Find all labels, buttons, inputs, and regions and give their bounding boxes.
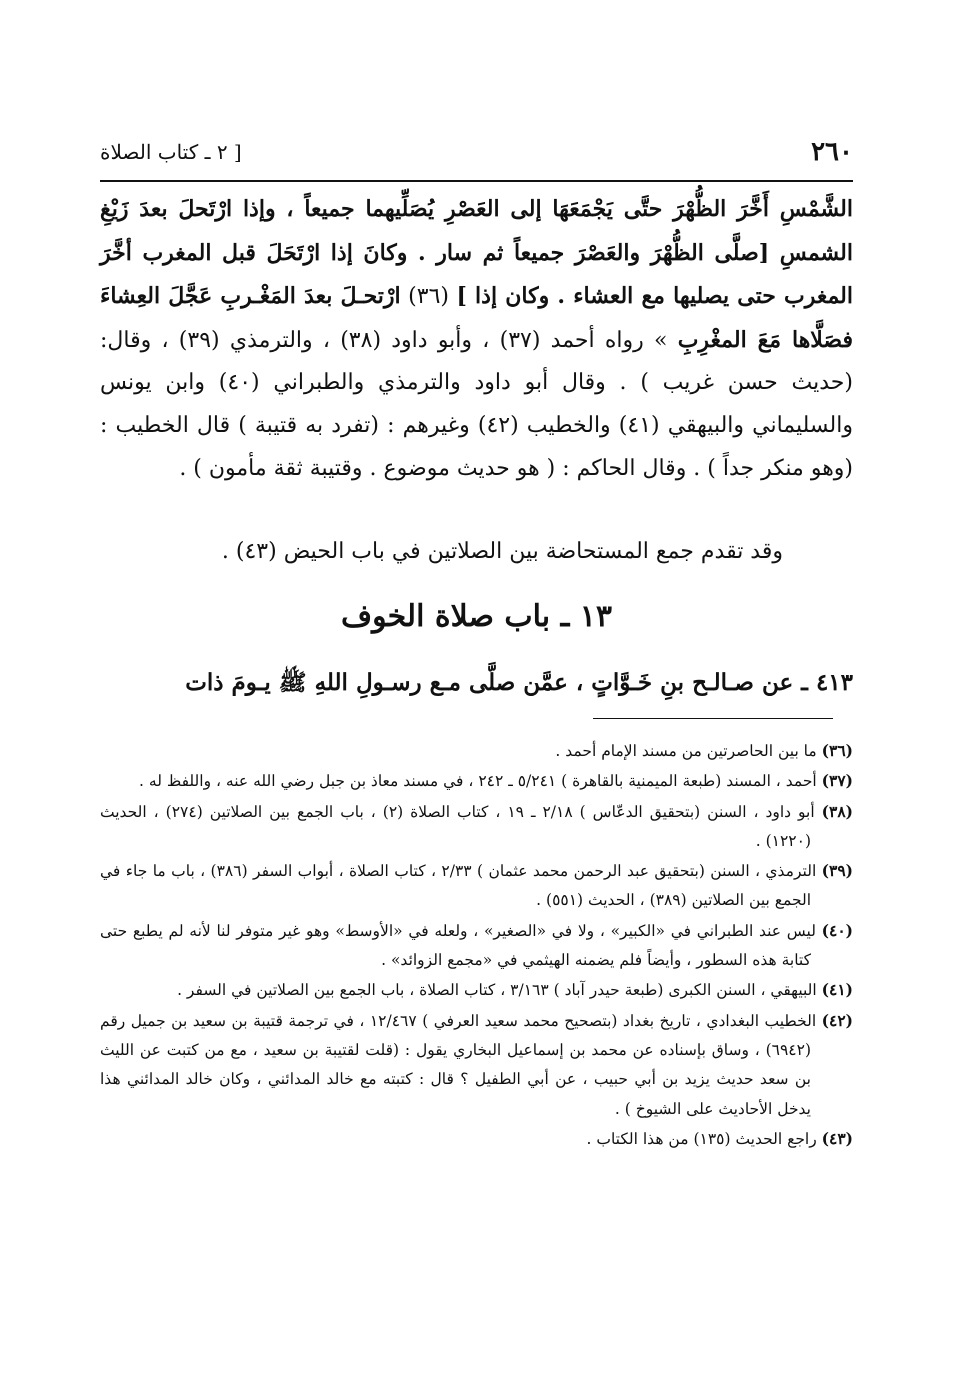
section-heading: ١٣ ـ باب صلاة الخوف	[340, 599, 613, 634]
footnote	[100, 1124, 853, 1154]
footnote	[100, 1006, 853, 1124]
footnote-number: (٤١)	[821, 980, 853, 1000]
footnote-text: أبو داود ، السنن (بتحقيق الدعّاس ) ٢/١٨ ـ ١٩ ، كتاب الصلاة (٢) ، باب الجمع بين الصلاتين (٢٧٤) ، الحديث (١٢٢٠) .	[100, 802, 815, 850]
footnote	[100, 856, 853, 916]
footnote-number: (٤٣)	[821, 1128, 853, 1148]
hadith-text: الشَّمْسِ أَخَّرَ الظُّهْرَ حتَّى يَجْمَعَهَا إلى العَصْرِ يُصَلِّيهما جميعاً ، وإذا ارْتَحلَ بعدَ زَيْغِ الشمسِ [صلَّى الظُّهْرَ والعَصْرَ جميعاً ثم سار . وكانَ إذا ارْتَحَلَ قبل المغرب أخَّرَ المغرب حتى يصليها مع العشاء . وكان إذا ]	[100, 196, 853, 310]
footnotes	[100, 736, 853, 1154]
body-paragraph	[100, 188, 853, 490]
footnote-text: أحمد ، المسند (طبعة الميمنية بالقاهرة ) ٥/٢٤١ ـ ٢٤٢ ، في مسند معاذ بن جبل رضي الله عنه ، واللفظ له .	[139, 772, 817, 791]
footnote-text: الترمذي ، السنن (بتحقيق عبد الرحمن محمد عثمان ) ٢/٣٣ ، كتاب الصلاة ، أبواب السفر (٣٨٦) ، باب ما جاء في الجمع بين الصلاتين (٣٨٩) ، الحديث (٥٥١) .	[100, 862, 817, 910]
chapter-title: [ ٢ ـ كتاب الصلاة	[100, 140, 242, 164]
hadith-413-opening: ٤١٣ ـ عن صـالـح بنِ خَـوَّاتٍ ، عمَّن صلَّى مـع رسـولِ اللهِ ﷺ يـومَ ذات	[185, 669, 853, 696]
footnote	[100, 916, 853, 976]
header-rule	[100, 180, 853, 182]
footnote	[100, 766, 853, 796]
footnote-number: (٤٢)	[821, 1010, 853, 1030]
footnote-text: الخطيب البغدادي ، تاريخ بغداد (بتصحيح محمد سعيد العرفي ) ١٢/٤٦٧ ، في ترجمة قتيبة بن سعيد بن جميل رقم (٦٩٤٢) ، وساق بإسناده عن محمد بن إسماعيل البخاري يقول : (قلت لقتيبة بن سعيد ، مع من كتبت عن الليث بن سعد حديث يزيد بن أبي حبيب ، عن أبي الطفيل ؟ قال : كتبته مع خالد المدائني ، وكان خالد المدائني هذا يدخل الأحاديث على الشيوخ ) .	[100, 1011, 817, 1118]
cross-reference-note: وقد تقدم جمع المستحاضة بين الصلاتين في باب الحيض (٤٣) .	[221, 539, 783, 564]
footnote-text: راجع الحديث (١٣٥) من هذا الكتاب .	[586, 1129, 817, 1148]
footnote-separator	[593, 718, 833, 719]
hadith-text: ارْتحـلَ بعدَ المَغْـربِ عَجَّلَ العِشاءَ فصَلَّاها مَعَ المغْرِبِ	[100, 283, 854, 353]
page-number: ٢٦٠	[811, 137, 853, 167]
footnote-text: ليس عند الطبراني في «الكبير» ، ولا في «الصغير» ، ولعله في «الأوسط» وهو غير متوفر لنا لأنه لم يطبع حتى كتابة هذه السطور ، وأيضاً فلم يضمنه الهيثمي في «مجمع الزوائد» .	[100, 921, 816, 970]
footnote-text: ما بين الحاصرتين من مسند الإمام أحمد .	[555, 742, 817, 760]
footnote-number: (٣٧)	[821, 771, 853, 791]
footnote-number: (٣٩)	[821, 861, 853, 881]
footnote-ref: (٣٦)	[408, 284, 449, 310]
running-header	[100, 132, 853, 172]
main-text	[100, 188, 853, 490]
commentary-text: » رواه أحمد (٣٧) ، وأبو داود (٣٨) ، والترمذي (٣٩) ، وقال: (حديث حسن غريب ) . وقال أبو داود والترمذي والطبراني (٤٠) وابن يونس والسليماني والبيهقي (٤١) والخطيب (٤٢) وغيرهم : (تفرد به قتيبة ) قال الخطيب : (وهو منكر جداً ) . وقال الحاكم : ( هو حديث موضوع . وقتيبة ثقة مأمون ) .	[100, 327, 853, 481]
footnote-number: (٤٠)	[821, 920, 853, 940]
footnote-number: (٣٨)	[821, 801, 853, 821]
footnote	[100, 736, 853, 766]
footnote	[100, 797, 853, 857]
footnote-number: (٣٦)	[821, 741, 853, 760]
footnote	[100, 975, 853, 1005]
footnote-text: البيهقي ، السنن الكبرى (طبعة حيدر آباد ) ٣/١٦٣ ، كتاب الصلاة ، باب الجمع بين الصلاتين في السفر .	[177, 981, 817, 1000]
